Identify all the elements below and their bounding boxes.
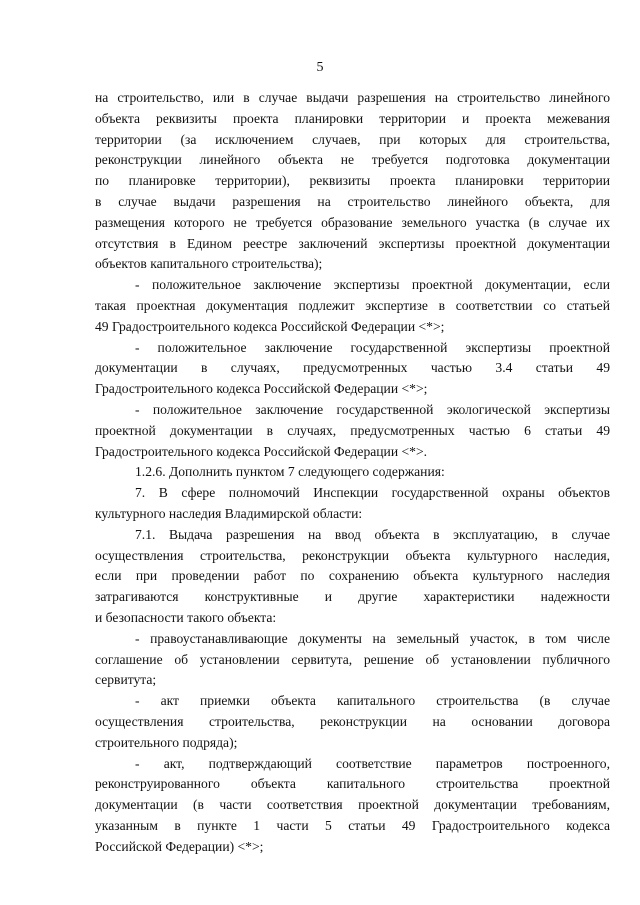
text-line: культурного наследия Владимирской области:	[95, 505, 363, 521]
text-line: осуществления строительства, реконструкции объекта культурного наследия,	[95, 547, 610, 563]
text-line: объектов капитального строительства);	[95, 256, 323, 272]
text-line: указанным в пункте 1 части 5 статьи 49 Градостроительного кодекса	[95, 817, 610, 833]
text-line: - положительное заключение экспертизы проектной документации, если	[135, 277, 610, 293]
text-line: осуществления строительства, реконструкции на основании договора	[95, 713, 610, 729]
text-line: в случае выдачи разрешения на строительство линейного объекта, для	[95, 193, 610, 209]
text-line: 1.2.6. Дополнить пунктом 7 следующего содержания:	[135, 464, 445, 480]
text-line: и безопасности такого объекта:	[95, 609, 277, 625]
text-line: - положительное заключение государственной экологической экспертизы	[135, 401, 610, 417]
document-body	[95, 88, 610, 857]
text-line: Российской Федерации) <*>;	[95, 838, 264, 854]
text-line: отсутствия в Едином реестре заключений экспертизы проектной документации	[95, 235, 610, 251]
text-line: размещения которого не требуется образование земельного участка (в случае их	[95, 214, 610, 230]
text-line: по планировке территории), реквизиты проекта планировки территории	[95, 173, 610, 189]
text-line: территории (за исключением случаев, при которых для строительства,	[95, 131, 610, 147]
text-line: - положительное заключение государственной экспертизы проектной	[135, 339, 610, 355]
text-line: документации в случаях, предусмотренных частью 3.4 статьи 49	[95, 360, 610, 376]
text-line: 49 Градостроительного кодекса Российской Федерации <*>;	[95, 318, 445, 334]
text-line: реконструкции линейного объекта не требуется подготовка документации	[95, 152, 610, 168]
text-line: соглашение об установлении сервитута, решение об установлении публичного	[95, 651, 610, 667]
page-number: 5	[316, 60, 324, 75]
text-line: 7. В сфере полномочий Инспекции государственной охраны объектов	[135, 485, 610, 501]
text-line: - акт приемки объекта капитального строительства (в случае	[135, 693, 610, 709]
text-line: такая проектная документация подлежит экспертизе в соответствии со статьей	[95, 297, 610, 313]
text-line: проектной документации в случаях, предусмотренных частью 6 статьи 49	[95, 422, 610, 438]
text-line: документации (в части соответствия проектной документации требованиям,	[95, 797, 610, 813]
text-line: реконструированного объекта капитального строительства проектной	[95, 776, 610, 792]
text-line: 7.1. Выдача разрешения на ввод объекта в эксплуатацию, в случае	[135, 526, 610, 542]
text-line: объекта реквизиты проекта планировки территории и проекта межевания	[95, 110, 610, 126]
text-line: - акт, подтверждающий соответствие параметров построенного,	[135, 755, 610, 771]
text-line: - правоустанавливающие документы на земельный участок, в том числе	[135, 630, 610, 646]
text-line: на строительство, или в случае выдачи разрешения на строительство линейного	[95, 90, 610, 105]
text-line: Градостроительного кодекса Российской Федерации <*>.	[95, 443, 428, 459]
text-line: Градостроительного кодекса Российской Федерации <*>;	[95, 381, 428, 397]
text-line: если при проведении работ по сохранению объекта культурного наследия	[95, 568, 610, 584]
text-line: строительного подряда);	[95, 734, 238, 750]
text-line: затрагиваются конструктивные и другие характеристики надежности	[95, 589, 610, 605]
text-line: сервитута;	[95, 672, 157, 688]
